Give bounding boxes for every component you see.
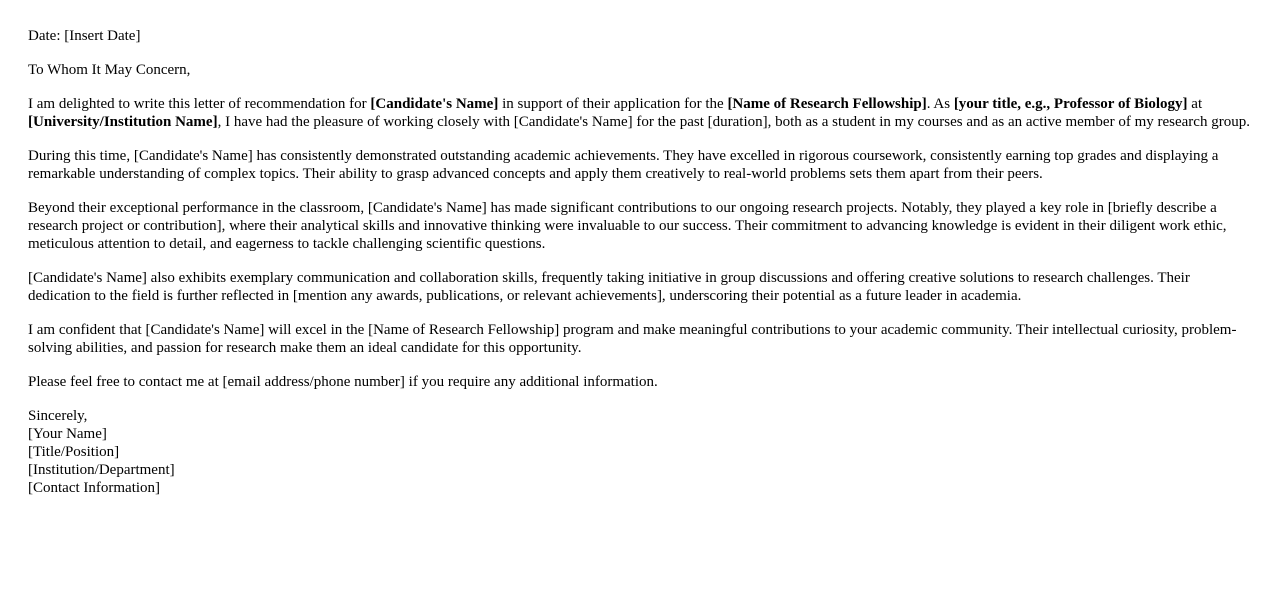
letter-date: Date: [Insert Date] (28, 28, 141, 44)
recommender-title-bold: [your title, e.g., Professor of Biology] (953, 96, 1188, 112)
signature-name: [Your Name] (28, 426, 107, 442)
fellowship-name-bold: [Name of Research Fellowship] (727, 96, 927, 112)
paragraph-academics: During this time, [Candidate's Name] has consistently demonstrated outstanding academic achievements. They have excelled in rigorous coursework, consistently earning top grades and displaying a remarkable understanding of complex topics. Their ability to grasp advanced concepts and apply them creatively to real-world problems sets them apart from their peers. (28, 148, 1219, 182)
signature-block (28, 407, 1250, 497)
paragraph-contact: Please feel free to contact me at [email address/phone number] if you require any additional information. (28, 374, 658, 390)
paragraph-research: Beyond their exceptional performance in the classroom, [Candidate's Name] has made significant contributions to our ongoing research projects. Notably, they played a key role in [briefly describe a research project or contribution], where their analytical skills and innovative thinking were invaluable to our success. Their commitment to advancing knowledge is evident in their diligent work ethic, meticulous attention to detail, and eagerness to tackle challenging scientific questions. (28, 200, 1227, 252)
paragraph-intro (28, 95, 1250, 131)
paragraph-communication: [Candidate's Name] also exhibits exemplary communication and collaboration skills, frequently taking initiative in group discussions and offering creative solutions to research challenges. Their dedication to the field is further reflected in [mention any awards, publications, or relevant achievements], underscoring their potential as a future leader in academia. (28, 270, 1190, 304)
intro-text-3: . As (926, 96, 954, 112)
signature-institution: [Institution/Department] (28, 462, 175, 478)
signature-closing: Sincerely, (28, 408, 88, 424)
intro-text-2: in support of their application for the (498, 96, 728, 112)
institution-name-bold: [University/Institution Name] (28, 114, 218, 130)
intro-text-4: at (1187, 96, 1203, 112)
intro-text-5: , I have had the pleasure of working closely with [Candidate's Name] for the past [duration], both as a student in my courses and as an active member of my research group. (217, 114, 1250, 130)
signature-title: [Title/Position] (28, 444, 120, 460)
paragraph-confidence: I am confident that [Candidate's Name] will excel in the [Name of Research Fellowship] program and make meaningful contributions to your academic community. Their intellectual curiosity, problem-solving abilities, and passion for research make them an ideal candidate for this opportunity. (28, 322, 1237, 356)
letter-salutation: To Whom It May Concern, (28, 62, 191, 78)
candidate-name-bold: [Candidate's Name] (370, 96, 499, 112)
signature-contact: [Contact Information] (28, 480, 161, 496)
intro-text-1: I am delighted to write this letter of recommendation for (28, 96, 371, 112)
